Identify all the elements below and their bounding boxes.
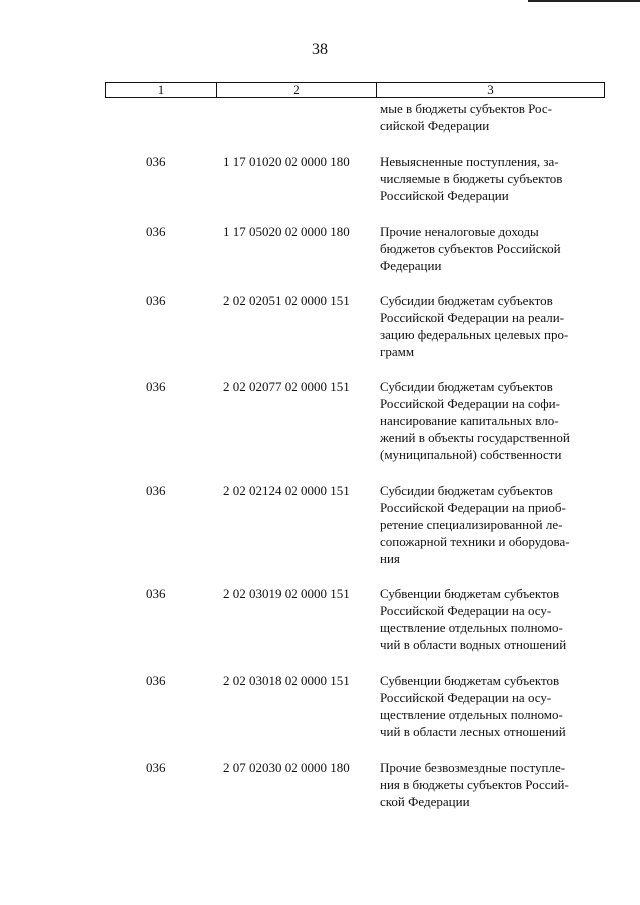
row-budget-code: 2 02 02051 02 0000 151: [223, 293, 350, 308]
row-budget-code: 2 02 02077 02 0000 151: [223, 379, 350, 394]
row-description: [380, 482, 605, 567]
description-line: ществление отдельных полномо-: [380, 707, 563, 722]
description-line: ретение специализированной ле-: [380, 517, 563, 532]
row-description: [380, 223, 605, 274]
row-budget-code: 1 17 01020 02 0000 180: [223, 154, 350, 169]
description-line: грамм: [380, 344, 415, 359]
description-line: Прочие неналоговые доходы: [380, 224, 539, 239]
description-line: Российской Федерации на приоб-: [380, 500, 566, 515]
description-line: Федерации: [380, 258, 442, 273]
continuation-line: сийской Федерации: [380, 118, 490, 133]
row-description: [380, 153, 605, 204]
row-description: [380, 585, 605, 653]
description-line: Российской Федерации на осу-: [380, 690, 552, 705]
continuation-line: мые в бюджеты субъектов Рос-: [380, 101, 552, 116]
row-budget-code: 1 17 05020 02 0000 180: [223, 224, 350, 239]
row-description: [380, 759, 605, 810]
table-header: [105, 82, 605, 98]
description-line: Субсидии бюджетам субъектов: [380, 293, 553, 308]
row-budget-code: 2 07 02030 02 0000 180: [223, 760, 350, 775]
header-cell-3: 3: [376, 83, 604, 97]
row-description: [380, 672, 605, 740]
description-line: Субвенции бюджетам субъектов: [380, 586, 560, 601]
description-line: бюджетов субъектов Российской: [380, 241, 561, 256]
description-line: нансирование капитальных вло-: [380, 413, 559, 428]
header-cell-2: 2: [216, 83, 376, 97]
description-line: сопожарной техники и оборудова-: [380, 534, 570, 549]
description-line: жений в объекты государственной: [380, 430, 570, 445]
row-budget-code: 2 02 03019 02 0000 151: [223, 586, 350, 601]
row-budget-code: 2 02 03018 02 0000 151: [223, 673, 350, 688]
description-line: числяемые в бюджеты субъектов: [380, 171, 563, 186]
row-admin-code: 036: [146, 483, 166, 498]
description-line: Субсидии бюджетам субъектов: [380, 379, 553, 394]
description-line: ния в бюджеты субъектов Россий-: [380, 777, 569, 792]
description-line: ской Федерации: [380, 794, 470, 809]
description-line: зацию федеральных целевых про-: [380, 327, 569, 342]
description-line: Российской Федерации на софи-: [380, 396, 560, 411]
row-admin-code: 036: [146, 379, 166, 394]
header-cell-1: 1: [157, 82, 165, 97]
top-edge-rule: [528, 0, 640, 2]
description-line: Российской Федерации на осу-: [380, 603, 552, 618]
row-admin-code: 036: [146, 760, 166, 775]
description-line: чий в области лесных отношений: [380, 724, 566, 739]
description-line: Невыясненные поступления, за-: [380, 154, 559, 169]
continuation-text: [380, 100, 605, 134]
row-admin-code: 036: [146, 154, 166, 169]
description-line: чий в области водных отношений: [380, 637, 567, 652]
description-line: Российской Федерации на реали-: [380, 310, 565, 325]
description-line: Российской Федерации: [380, 188, 509, 203]
description-line: ния: [380, 551, 400, 566]
row-description: [380, 292, 605, 360]
row-budget-code: 2 02 02124 02 0000 151: [223, 483, 350, 498]
row-admin-code: 036: [146, 224, 166, 239]
description-line: Прочие безвозмездные поступле-: [380, 760, 566, 775]
page-number: 38: [312, 41, 328, 58]
row-description: [380, 378, 605, 463]
description-line: (муниципальной) собственности: [380, 447, 562, 462]
description-line: Субвенции бюджетам субъектов: [380, 673, 560, 688]
row-admin-code: 036: [146, 293, 166, 308]
description-line: Субсидии бюджетам субъектов: [380, 483, 553, 498]
row-admin-code: 036: [146, 586, 166, 601]
description-line: ществление отдельных полномо-: [380, 620, 563, 635]
row-admin-code: 036: [146, 673, 166, 688]
